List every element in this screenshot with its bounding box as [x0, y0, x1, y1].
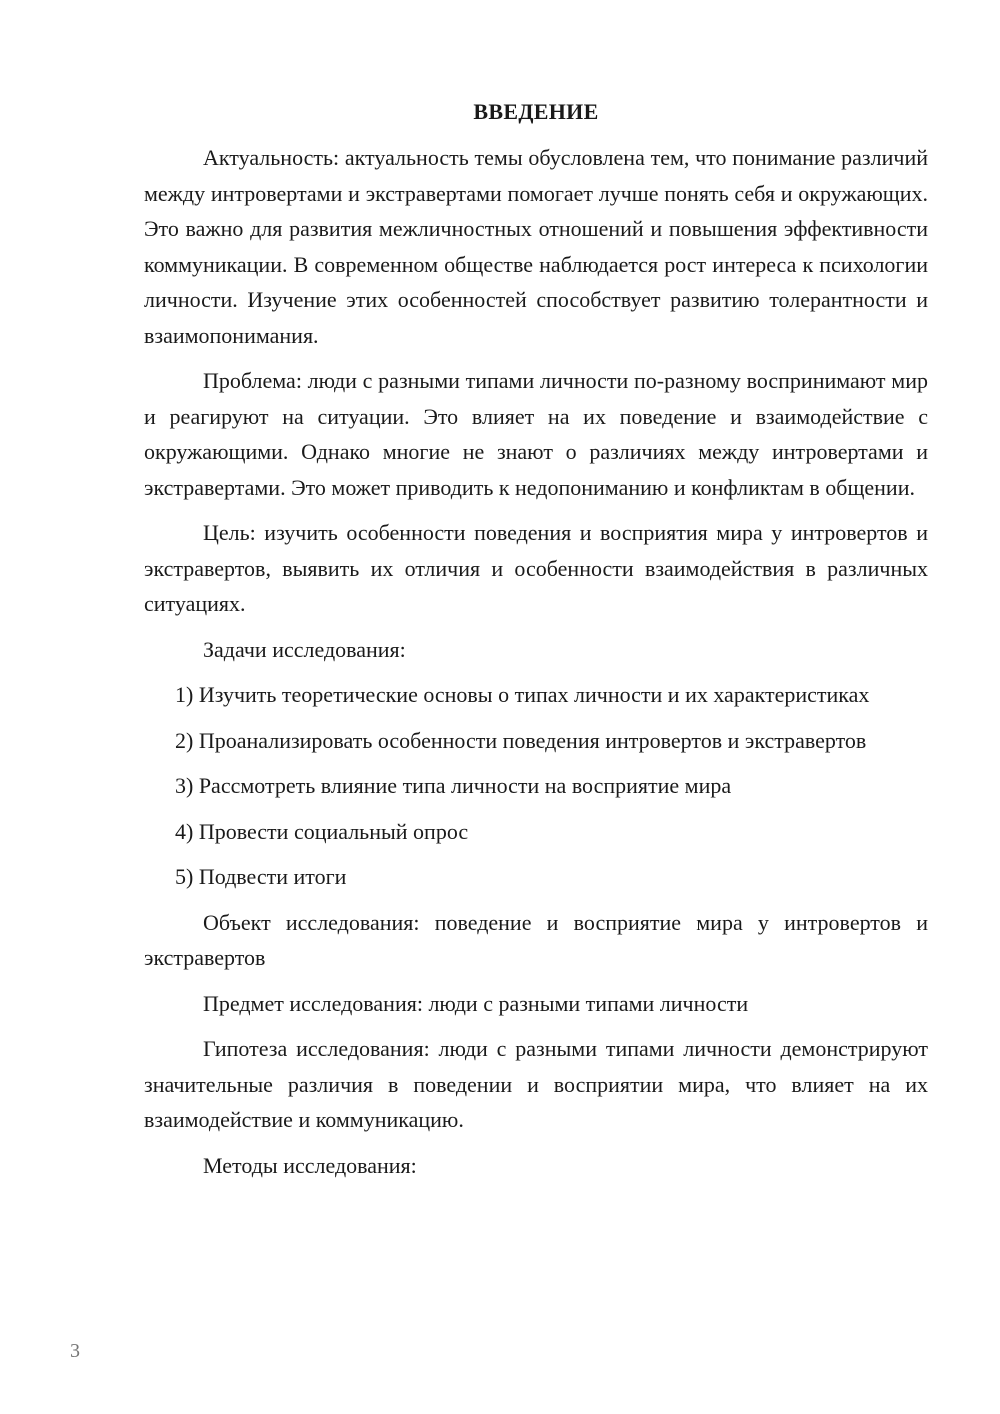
goal-paragraph: Цель: изучить особенности поведения и восприятия мира у интровертов и экстравертов, выявить их отличия и особенности взаимодействия в различных ситуациях.	[144, 520, 928, 616]
section-title: ВВЕДЕНИЕ	[473, 99, 599, 124]
task-item-3: 3) Рассмотреть влияние типа личности на восприятие мира	[175, 773, 732, 798]
methods-paragraph: Методы исследования:	[203, 1152, 417, 1178]
problem-paragraph: Проблема: люди с разными типами личности по-разному воспринимают мир и реагируют на ситуации. Это влияет на их поведение и взаимодействие с окружающими. Однако многие не знают о различиях между интровертами и экстравертами. Это может приводить к недопониманию и конфликтам в общении.	[144, 368, 928, 500]
subject-paragraph: Предмет исследования: люди с разными типами личности	[203, 990, 749, 1016]
relevance-paragraph: Актуальность: актуальность темы обусловлена тем, что понимание различий между интровертами и экстравертами помогает лучше понять себя и окружающих. Это важно для развития межличностных отношений и повышения эффективности коммуникации. В современном обществе наблюдается рост интереса к психологии личности. Изучение этих особенностей способствует развитию толерантности и взаимопонимания.	[144, 145, 928, 348]
task-item-1: 1) Изучить теоретические основы о типах личности и их характеристиках	[175, 682, 870, 707]
task-item-4: 4) Провести социальный опрос	[175, 818, 469, 844]
task-item-5: 5) Подвести итоги	[175, 864, 347, 889]
document-page	[144, 94, 928, 1193]
object-paragraph: Объект исследования: поведение и восприятие мира у интровертов и экстравертов	[144, 909, 928, 970]
task-item-2: 2) Проанализировать особенности поведения интровертов и экстравертов	[175, 727, 867, 753]
tasks-heading: Задачи исследования:	[203, 636, 406, 662]
page-number: 3	[70, 1340, 80, 1362]
hypothesis-paragraph: Гипотеза исследования: люди с разными типами личности демонстрируют значительные различия в поведении и восприятии мира, что влияет на их взаимодействие и коммуникацию.	[144, 1036, 928, 1132]
